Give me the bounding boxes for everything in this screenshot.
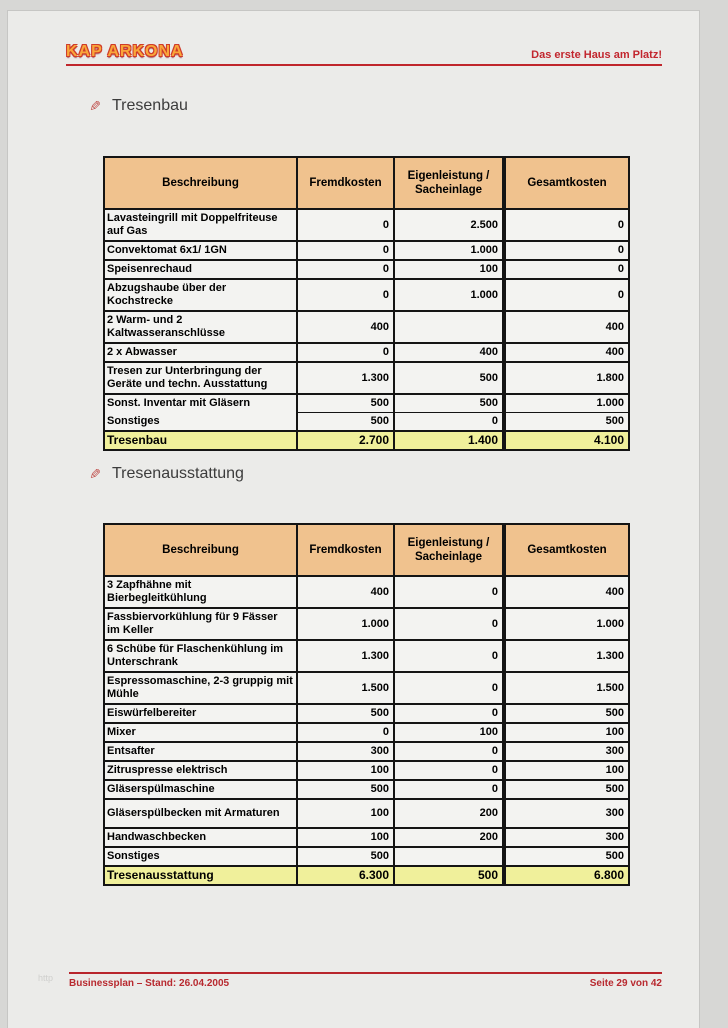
table-row [104,209,629,241]
table-row [104,413,629,432]
cell-description: Speisenrechaud [104,260,297,279]
cell-description: Handwaschbecken [104,828,297,847]
section-heading-tresenausstattung [79,465,244,487]
cell-fremdkosten: 1.300 [297,640,394,672]
table-row [104,576,629,608]
cell-gesamtkosten: 500 [504,704,629,723]
cell-fremdkosten: 1.300 [297,362,394,394]
cell-description: Gläserspülbecken mit Armaturen [104,799,297,828]
total-row [104,431,629,450]
tresenausstattung-table [103,523,630,886]
cell-gesamtkosten: 100 [504,761,629,780]
cell-eigenleistung: 0 [394,761,504,780]
cell-eigenleistung [394,847,504,866]
cell-eigenleistung: 0 [394,640,504,672]
cell-description: Lavasteingrill mit Doppelfriteuse auf Gas [107,212,278,237]
footer-page-number: Seite 29 von 42 [589,978,662,989]
cell-fremdkosten: 500 [297,780,394,799]
cell-fremdkosten: 0 [297,343,394,362]
table-row [104,780,629,799]
cell-eigenleistung: 1.000 [394,241,504,260]
cell-eigenleistung: 0 [394,576,504,608]
cell-gesamtkosten: 0 [504,279,629,311]
cell-eigenleistung: 0 [394,704,504,723]
cell-eigenleistung: 0 [394,413,504,432]
cell-eigenleistung: 0 [394,672,504,704]
cell-gesamtkosten: 1.000 [504,608,629,640]
table-row [104,742,629,761]
cell-fremdkosten: 100 [297,828,394,847]
cell-gesamtkosten: 0 [504,209,629,241]
total-label: Tresenbau [104,431,297,450]
cell-gesamtkosten: 500 [504,413,629,432]
pen-icon: ✎ [89,465,101,482]
cell-fremdkosten: 100 [297,799,394,828]
cell-eigenleistung: 200 [394,828,504,847]
cell-description: Convektomat 6x1/ 1GN [104,241,297,260]
table-row [104,672,629,704]
cell-fremdkosten: 100 [297,761,394,780]
section-heading-label: Tresenausstattung [112,465,244,482]
cell-gesamtkosten: 400 [504,576,629,608]
cell-fremdkosten: 0 [297,723,394,742]
cell-gesamtkosten: 1.300 [504,640,629,672]
cell-fremdkosten: 1.500 [297,672,394,704]
cell-description: 6 Schübe für Flaschenkühlung im Unterschrank [104,640,297,672]
cell-fremdkosten: 1.000 [297,608,394,640]
cell-fremdkosten: 0 [297,279,394,311]
column-header: Fremdkosten [297,157,394,209]
company-tagline: Das erste Haus am Platz! [531,49,662,61]
column-header: Beschreibung [104,524,297,576]
cell-description: 2 x Abwasser [104,343,297,362]
footer-document-info: Businessplan – Stand: 26.04.2005 [69,978,230,989]
column-header: Eigenleistung / Sacheinlage [394,157,504,209]
table-row [104,311,629,343]
cell-fremdkosten: 400 [297,576,394,608]
cell-gesamtkosten: 1.500 [504,672,629,704]
total-label: Tresenausstattung [104,866,297,885]
table-row [104,704,629,723]
table-row [104,260,629,279]
cell-fremdkosten: 0 [297,241,394,260]
cell-gesamtkosten: 1.800 [504,362,629,394]
pen-icon: ✎ [89,97,101,114]
cell-description: 3 Zapfhähne mit Bierbegleitkühlung [107,579,207,604]
cell-gesamtkosten: 100 [504,723,629,742]
cell-description: Espressomaschine, 2-3 gruppig mit Mühle [104,672,297,704]
cell-description: Sonstiges [104,847,297,866]
column-header: Gesamtkosten [504,524,629,576]
total-cell-gesamtkosten: 6.800 [504,866,629,885]
column-header: Beschreibung [104,157,297,209]
cell-gesamtkosten: 500 [504,847,629,866]
cell-eigenleistung: 500 [394,362,504,394]
cell-description: Entsafter [104,742,297,761]
total-cell-eigenleistung: 1.400 [394,431,504,450]
cell-description: Sonstiges [107,414,160,427]
cell-gesamtkosten: 300 [504,742,629,761]
cell-gesamtkosten: 0 [504,241,629,260]
cell-eigenleistung: 100 [394,723,504,742]
section-heading-tresenbau [79,97,188,119]
cell-eigenleistung: 0 [394,742,504,761]
header-divider [66,64,662,66]
company-logo: KAP ARKONA [66,43,184,60]
table-row [104,799,629,828]
cell-fremdkosten: 0 [297,209,394,241]
table-header-row [104,157,629,209]
cell-gesamtkosten: 300 [504,799,629,828]
cell-gesamtkosten: 400 [504,343,629,362]
cell-eigenleistung [394,311,504,343]
cell-gesamtkosten: 300 [504,828,629,847]
table-row [104,241,629,260]
cell-eigenleistung: 0 [394,608,504,640]
table-row [104,723,629,742]
table-row [104,828,629,847]
cell-description: Gläserspülmaschine [104,780,297,799]
cell-description: Sonst. Inventar mit Gläsern [104,394,297,413]
table-row [104,362,629,394]
cell-eigenleistung: 0 [394,780,504,799]
cell-eigenleistung: 1.000 [394,279,504,311]
total-cell-fremdkosten: 2.700 [297,431,394,450]
cell-gesamtkosten: 400 [504,311,629,343]
total-cell-gesamtkosten: 4.100 [504,431,629,450]
total-cell-eigenleistung: 500 [394,866,504,885]
table-row [104,608,629,640]
table-row [104,761,629,780]
cell-eigenleistung: 200 [394,799,504,828]
watermark-text: http [38,973,54,983]
cell-description: Fassbiervorkühlung für 9 Fässer im Keller [104,608,297,640]
table-row [104,394,629,413]
cell-fremdkosten: 500 [297,413,394,432]
cell-gesamtkosten: 1.000 [504,394,629,413]
tresenbau-table [103,156,630,451]
cell-fremdkosten: 0 [297,260,394,279]
cell-description: Tresen zur Unterbringung der Geräte und techn. Ausstattung [104,362,297,394]
cell-fremdkosten: 500 [297,847,394,866]
document-header [66,41,662,67]
cell-fremdkosten: 500 [297,394,394,413]
table-row [104,847,629,866]
cell-eigenleistung: 400 [394,343,504,362]
cell-description: Abzugshaube über der Kochstrecke [104,279,297,311]
section-heading-label: Tresenbau [112,97,188,114]
cell-gesamtkosten: 0 [504,260,629,279]
column-header: Gesamtkosten [504,157,629,209]
cell-description: Eiswürfelbereiter [104,704,297,723]
table-row [104,640,629,672]
cell-eigenleistung: 2.500 [394,209,504,241]
document-page [7,10,700,1028]
cell-fremdkosten: 400 [297,311,394,343]
cell-description: Mixer [104,723,297,742]
table-row [104,343,629,362]
cell-eigenleistung: 500 [394,394,504,413]
total-cell-fremdkosten: 6.300 [297,866,394,885]
cell-description: 2 Warm- und 2 Kaltwasseranschlüsse [104,311,297,343]
table-header-row [104,524,629,576]
cell-fremdkosten: 500 [297,704,394,723]
column-header: Eigenleistung / Sacheinlage [394,524,504,576]
total-row [104,866,629,885]
cell-eigenleistung: 100 [394,260,504,279]
cell-fremdkosten: 300 [297,742,394,761]
cell-description: Zitruspresse elektrisch [104,761,297,780]
table-row [104,279,629,311]
column-header: Fremdkosten [297,524,394,576]
footer-divider [69,972,662,974]
cell-gesamtkosten: 500 [504,780,629,799]
